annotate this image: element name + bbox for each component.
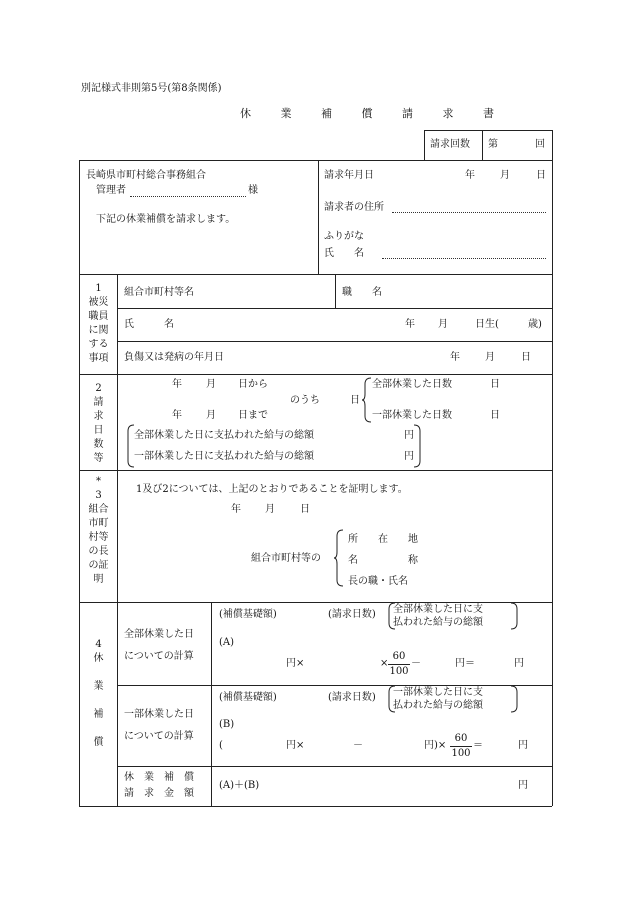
cert-day: 日 — [300, 504, 310, 515]
section1-header: 1 被災 職員 に関 する 事項 — [88, 283, 109, 364]
label-b: (B) — [219, 719, 235, 730]
table-right-border — [552, 130, 553, 806]
claim-date-year: 年 — [465, 170, 475, 181]
full-paid-label: 全部休業した日に支 払われた給与の総額 — [393, 604, 483, 628]
request-statement: 下記の休業補償を請求します。 — [96, 214, 236, 225]
section2-header: 2 請 求 日 数 等 — [93, 383, 104, 464]
birth-month: 月 — [438, 319, 448, 330]
full-yen-times: 円× — [286, 658, 305, 669]
partial-open-paren: ( — [219, 740, 223, 751]
claim-date-label: 請求年月日 — [324, 170, 374, 181]
period-to-month: 月 — [206, 410, 216, 421]
period-from-year: 年 — [172, 379, 182, 390]
full-base-amount-label: (補償基礎額) — [219, 609, 277, 620]
certification-statement: 1及び2については、上記のとおりであることを証明します。 — [136, 484, 408, 495]
cert-org-label: 組合市町村等の — [251, 553, 321, 564]
total-label-1: 休 業 補 償 — [124, 772, 194, 783]
org-name: 長崎県市町村総合事務組合 — [86, 170, 206, 181]
manager-name-line — [130, 196, 246, 197]
label-a: (A) — [219, 637, 235, 648]
partial-equals: ＝ — [473, 740, 483, 751]
full-times: × — [380, 658, 389, 669]
head-title-label: 長の職・氏名 — [348, 576, 408, 587]
claimant-name-label: 氏 名 — [324, 248, 364, 259]
partial-close-yen-times: 円)× — [424, 740, 447, 751]
partial-fraction-den: 100 — [451, 748, 471, 759]
address-line — [392, 212, 546, 213]
full-fraction-den: 100 — [389, 666, 409, 677]
full-rest-days-unit: 日 — [490, 379, 500, 390]
partial-salary-label: 一部休業した日に支払われた給与の総額 — [134, 451, 314, 462]
birth-day: 日生( — [475, 319, 499, 330]
partial-paid-right-paren — [511, 686, 517, 712]
manager-label: 管理者 — [96, 185, 126, 196]
cert-month: 月 — [265, 504, 275, 515]
claim-date-day: 日 — [536, 170, 546, 181]
cert-year: 年 — [231, 504, 241, 515]
org-name-label: 組合市町村等名 — [124, 287, 194, 298]
partial-rest-days-unit: 日 — [490, 410, 500, 421]
section4-header: 4 休 業 補 償 — [93, 639, 104, 748]
furigana-label: ふりがな — [324, 231, 364, 242]
birth-year: 年 — [405, 319, 415, 330]
partial-rest-days-label: 一部休業した日数 — [372, 410, 452, 421]
full-fraction — [388, 652, 410, 677]
partial-fraction-num: 60 — [450, 734, 472, 747]
claimant-address-label: 請求者の住所 — [324, 202, 384, 213]
injury-month: 月 — [485, 352, 495, 363]
document-title: 休 業 補 償 請 求 書 — [240, 107, 507, 120]
request-count-label: 請求回数 — [430, 139, 470, 150]
full-paid-right-paren — [511, 603, 517, 629]
request-count-suffix: 回 — [535, 139, 545, 150]
full-fraction-num: 60 — [388, 652, 410, 665]
period-to-year: 年 — [172, 410, 182, 421]
injury-date-label: 負傷又は発病の年月日 — [124, 352, 224, 363]
position-label: 職 名 — [342, 287, 382, 298]
partial-result-yen: 円 — [518, 740, 528, 751]
partial-claim-days-label: (請求日数) — [328, 692, 376, 703]
location-label: 所 在 地 — [348, 534, 418, 545]
victim-name-label: 氏 名 — [124, 319, 174, 330]
request-count-prefix: 第 — [488, 139, 498, 150]
total-formula: (A)＋(B) — [219, 780, 260, 791]
claim-date-month: 月 — [500, 170, 510, 181]
days-brace — [362, 378, 372, 422]
total-days-unit: 日 — [350, 395, 360, 406]
period-to-label: 日まで — [238, 410, 268, 421]
partial-yen-times: 円× — [286, 740, 305, 751]
full-minus: － — [411, 658, 421, 669]
partial-fraction — [450, 734, 472, 759]
partial-paid-label: 一部休業した日に支 払われた給与の総額 — [393, 687, 483, 711]
partial-base-amount-label: (補償基礎額) — [219, 692, 277, 703]
claimant-name-line — [382, 258, 546, 259]
full-equals-yen: 円＝ — [455, 658, 475, 669]
full-claim-days-label: (請求日数) — [328, 609, 376, 620]
partial-calc-label: 一部休業した日 についての計算 — [124, 709, 194, 742]
period-from-month: 月 — [206, 379, 216, 390]
full-salary-yen: 円 — [404, 430, 414, 441]
partial-minus: － — [353, 740, 363, 751]
of-which-label: のうち — [290, 395, 320, 406]
full-rest-days-label: 全部休業した日数 — [372, 379, 452, 390]
full-salary-label: 全部休業した日に支払われた給与の総額 — [134, 430, 314, 441]
period-from-label: 日から — [238, 379, 268, 390]
entity-name-label: 名 称 — [348, 555, 418, 566]
section3-header: * 3 組合 市町 村等 の長 の証 明 — [88, 476, 109, 585]
injury-year: 年 — [450, 352, 460, 363]
cert-brace — [334, 530, 344, 586]
sama-label: 様 — [248, 185, 258, 196]
age-suffix: 歳) — [528, 319, 542, 330]
total-yen: 円 — [518, 780, 528, 791]
injury-day: 日 — [521, 352, 531, 363]
partial-salary-yen: 円 — [404, 451, 414, 462]
full-result-yen: 円 — [514, 658, 524, 669]
full-calc-label: 全部休業した日 についての計算 — [124, 629, 194, 662]
form-reference: 別記様式非則第5号(第8条関係) — [81, 83, 222, 94]
total-label-2: 請 求 金 額 — [124, 788, 194, 799]
salary-right-bracket — [414, 425, 420, 467]
